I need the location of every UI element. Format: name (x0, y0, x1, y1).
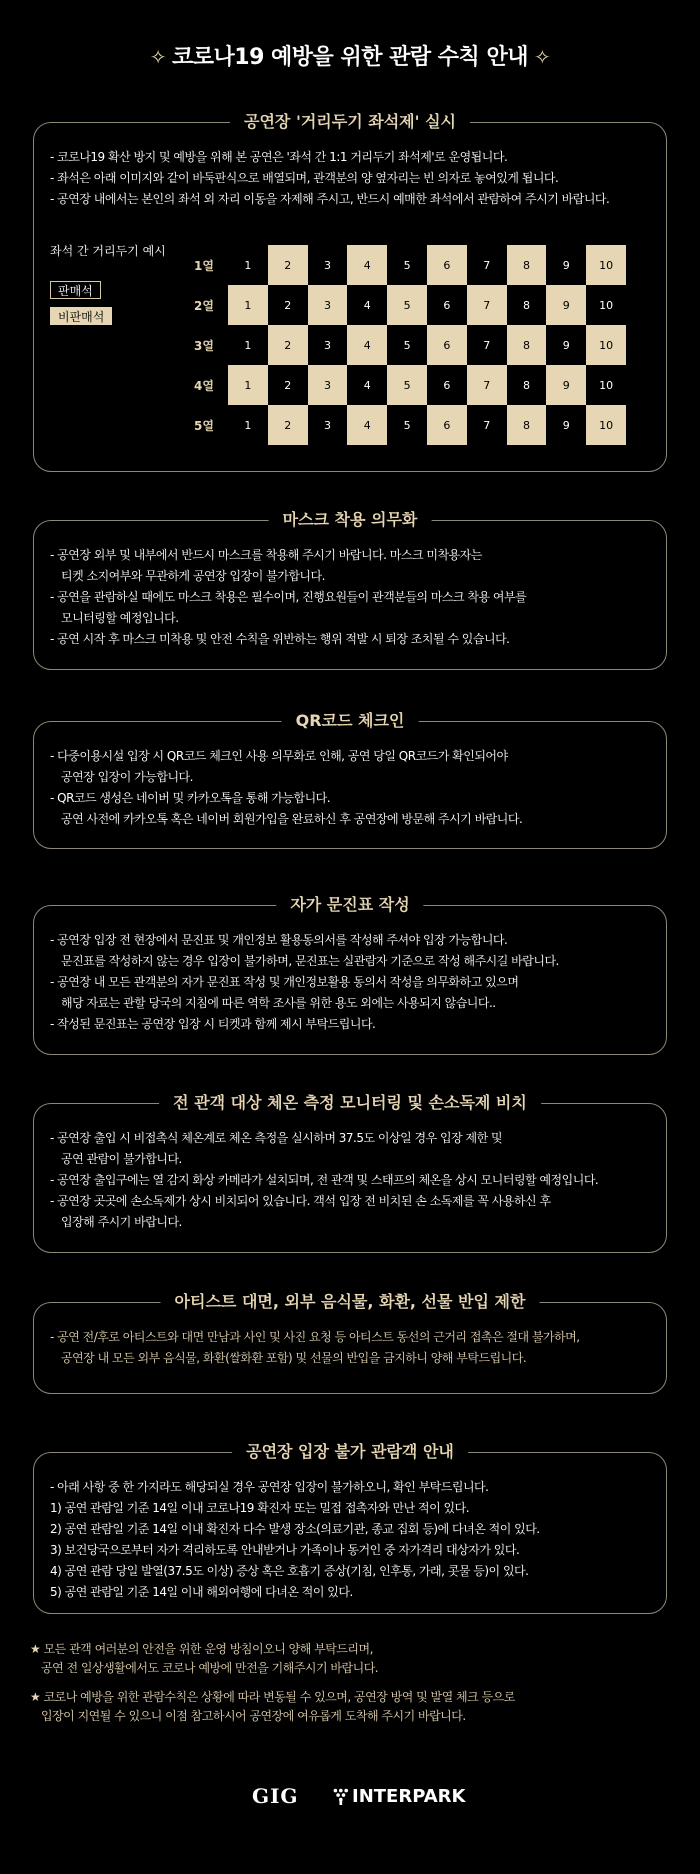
legend-sold: 판매석 (50, 281, 101, 299)
text-line: - 공연 시작 후 마스크 미착용 및 안전 수칙을 위반하는 행위 적발 시 퇴장 조치될 수 있습니다. (50, 632, 510, 646)
text-line: - 공연장 입장 전 현장에서 문진표 및 개인정보 활용동의서를 작성해 주셔야 입장 가능합니다. (50, 933, 508, 947)
qr-checkin-section (33, 711, 667, 849)
seat: 4 (347, 325, 387, 365)
seat: 5 (387, 325, 427, 365)
text-line: - 공연장 출입구에는 열 감지 화상 카메라가 설치되며, 전 관객 및 스태프의 체온을 상시 모니터링할 예정입니다. (50, 1173, 599, 1187)
seat: 7 (467, 285, 507, 325)
section-title: QR코드 체크인 (282, 708, 419, 734)
seat: 8 (507, 365, 547, 405)
section-body (50, 545, 654, 650)
text-line: - 공연장 출입 시 비접촉식 체온계로 체온 측정을 실시하며 37.5도 이상일 경우 입장 제한 및 (50, 1131, 503, 1145)
seat: 5 (387, 285, 427, 325)
text-line: 해당 자료는 관할 당국의 지침에 따른 역학 조사를 위한 용도 외에는 사용되지 않습니다.. (61, 996, 496, 1010)
text-line: 4) 공연 관람 당일 발열(37.5도 이상) 증상 혹은 호흡기 증상(기침, 인후통, 가래, 콧물 등)이 있다. (50, 1564, 529, 1578)
text-line: - 공연장 곳곳에 손소독제가 상시 비치되어 있습니다. 객석 입장 전 비치된 손 소독제를 꼭 사용하신 후 (50, 1194, 551, 1208)
seat: 9 (546, 245, 586, 285)
footnote (30, 1688, 670, 1726)
seat: 5 (387, 405, 427, 445)
seat: 2 (268, 405, 308, 445)
section-title: 아티스트 대면, 외부 음식물, 화환, 선물 반입 제한 (161, 1289, 540, 1315)
seat: 8 (507, 325, 547, 365)
legend-unsold: 비판매석 (50, 307, 112, 325)
seat: 2 (268, 325, 308, 365)
row-label: 3열 (194, 339, 214, 353)
seat: 3 (308, 325, 348, 365)
seat: 7 (467, 405, 507, 445)
mask-section (33, 510, 667, 670)
text-line: - 공연을 관람하실 때에도 마스크 착용은 필수이며, 진행요원들이 관객분들의 마스크 착용 여부를 (50, 590, 527, 604)
row-label: 5열 (194, 419, 214, 433)
text-line: 공연장 입장이 가능합니다. (61, 770, 193, 784)
seat: 6 (427, 285, 467, 325)
diagram-caption: 좌석 간 거리두기 예시 (50, 244, 166, 258)
seat: 9 (546, 365, 586, 405)
seat: 9 (546, 325, 586, 365)
footnotes (30, 1640, 670, 1736)
text-line: 공연 관람이 불가합니다. (61, 1152, 182, 1166)
footnote (30, 1640, 670, 1678)
interpark-logo-text: INTERPARK (352, 1786, 466, 1807)
seat: 7 (467, 325, 507, 365)
seat: 2 (268, 365, 308, 405)
seat: 2 (268, 285, 308, 325)
seat: 1 (228, 405, 268, 445)
seat: 4 (347, 365, 387, 405)
section-body (50, 930, 654, 1035)
seat: 3 (308, 405, 348, 445)
section-title: 공연장 '거리두기 좌석제' 실시 (230, 109, 470, 135)
text-line: - 좌석은 아래 이미지와 같이 바둑판식으로 배열되며, 관객분의 양 옆자리는 빈 의자로 놓여있게 됩니다. (50, 171, 559, 185)
section-title: 마스크 착용 의무화 (269, 507, 432, 533)
section-body (50, 746, 654, 830)
entry-restriction-section (33, 1442, 667, 1614)
seat: 7 (467, 245, 507, 285)
seat: 10 (586, 325, 626, 365)
text-line: - 코로나19 확산 방지 및 예방을 위해 본 공연은 '좌석 간 1:1 거리두기 좌석제'로 운영됩니다. (50, 150, 508, 164)
artist-contact-section (33, 1292, 667, 1394)
text-line: - 공연장 내에서는 본인의 좌석 외 자리 이동을 자제해 주시고, 반드시 예매한 좌석에서 관람하여 주시기 바랍니다. (50, 192, 610, 206)
seat: 6 (427, 405, 467, 445)
text-line: 3) 보건당국으로부터 자가 격리하도록 안내받거나 가족이나 동거인 중 자가격리 대상자가 있다. (50, 1543, 520, 1557)
seat: 4 (347, 245, 387, 285)
text-line: 공연 사전에 카카오톡 혹은 네이버 회원가입을 완료하신 후 공연장에 방문해 주시기 바랍니다. (61, 812, 523, 826)
seat: 3 (308, 245, 348, 285)
seat: 9 (546, 285, 586, 325)
seat: 8 (507, 285, 547, 325)
section-body (50, 1327, 654, 1369)
text-line: 티켓 소지여부와 무관하게 공연장 입장이 불가합니다. (61, 569, 325, 583)
seat: 10 (586, 245, 626, 285)
seat: 6 (427, 245, 467, 285)
text-line: 공연장 내 모든 외부 음식물, 화환(쌀화환 포함) 및 선물의 반입을 금지하니 양해 부탁드립니다. (61, 1351, 527, 1365)
text-line: - 다중이용시설 입장 시 QR코드 체크인 사용 의무화로 인해, 공연 당일 QR코드가 확인되어야 (50, 749, 508, 763)
sponsor-logos (0, 1784, 700, 1814)
text-line: - QR코드 생성은 네이버 및 카카오톡을 통해 가능합니다. (50, 791, 331, 805)
sparkle-icon: ✧ (533, 45, 551, 69)
text-line: - 공연 전/후로 아티스트와 대면 만남과 사인 및 사진 요청 등 아티스트 동선의 근거리 접촉은 절대 불가하며, (50, 1330, 580, 1344)
interpark-logo (330, 1786, 465, 1807)
seat: 10 (586, 285, 626, 325)
footnote-line: 입장이 지연될 수 있으니 이점 참고하시어 공연장에 여유롭게 도착해 주시기 바랍니다. (41, 1709, 466, 1723)
text-line: 모니터링할 예정입니다. (61, 611, 179, 625)
sparkle-icon: ✧ (149, 45, 167, 69)
text-line: 입장해 주시기 바랍니다. (61, 1215, 182, 1229)
footnote-line: ★ 모든 관객 여러분의 안전을 위한 운영 방침이오니 양해 부탁드리며, (30, 1642, 373, 1656)
section-body (50, 147, 654, 210)
section-body (50, 1128, 654, 1233)
row-label: 4열 (194, 379, 214, 393)
seat: 10 (586, 405, 626, 445)
seat: 4 (347, 285, 387, 325)
text-line: 1) 공연 관람일 기준 14일 이내 코로나19 확진자 또는 밀접 접촉자와 만난 적이 있다. (50, 1501, 470, 1515)
section-body (50, 1477, 654, 1603)
seat: 3 (308, 365, 348, 405)
section-title: 공연장 입장 불가 관람객 안내 (232, 1439, 468, 1465)
seat: 1 (228, 365, 268, 405)
text-line: 문진표를 작성하지 않는 경우 입장이 불가하며, 문진표는 실관람자 기준으로 작성 해주시길 바랍니다. (61, 954, 559, 968)
seat: 6 (427, 365, 467, 405)
seat-grid (228, 245, 626, 445)
text-line: 5) 공연 관람일 기준 14일 이내 해외여행에 다녀온 적이 있다. (50, 1585, 353, 1599)
interpark-mark-icon (330, 1787, 348, 1805)
gig-logo: GIG (252, 1784, 299, 1808)
seat: 4 (347, 405, 387, 445)
seat: 8 (507, 405, 547, 445)
seat: 1 (228, 285, 268, 325)
text-line: - 공연장 외부 및 내부에서 반드시 마스크를 착용해 주시기 바랍니다. 마스크 미착용자는 (50, 548, 482, 562)
text-line: 2) 공연 관람일 기준 14일 이내 확진자 다수 발생 장소(의료기관, 종교 집회 등)에 다녀온 적이 있다. (50, 1522, 540, 1536)
seat: 10 (586, 365, 626, 405)
footnote-line: ★ 코로나 예방을 위한 관람수칙은 상황에 따라 변동될 수 있으며, 공연장 방역 및 발열 체크 등으로 (30, 1690, 515, 1704)
text-line: - 아래 사항 중 한 가지라도 해당되실 경우 공연장 입장이 불가하오니, 확인 부탁드립니다. (50, 1480, 489, 1494)
questionnaire-section (33, 895, 667, 1055)
page-title-text: 코로나19 예방을 위한 관람 수칙 안내 (172, 45, 528, 70)
temperature-section (33, 1093, 667, 1253)
row-label: 1열 (194, 259, 214, 273)
footnote-line: 공연 전 일상생활에서도 코로나 예방에 만전을 기해주시기 바랍니다. (41, 1661, 379, 1675)
seat-distancing-section (33, 112, 667, 472)
seat: 6 (427, 325, 467, 365)
page-title (0, 40, 700, 71)
seat: 3 (308, 285, 348, 325)
seat: 7 (467, 365, 507, 405)
seat: 5 (387, 245, 427, 285)
section-title: 자가 문진표 작성 (276, 892, 423, 918)
seat: 9 (546, 405, 586, 445)
seat: 2 (268, 245, 308, 285)
seat: 8 (507, 245, 547, 285)
seat: 5 (387, 365, 427, 405)
seat: 1 (228, 325, 268, 365)
section-title: 전 관객 대상 체온 측정 모니터링 및 손소독제 비치 (159, 1090, 541, 1116)
row-label: 2열 (194, 299, 214, 313)
text-line: - 작성된 문진표는 공연장 입장 시 티켓과 함께 제시 부탁드립니다. (50, 1017, 376, 1031)
text-line: - 공연장 내 모든 관객분의 자가 문진표 작성 및 개인정보활용 동의서 작성을 의무화하고 있으며 (50, 975, 519, 989)
seat: 1 (228, 245, 268, 285)
